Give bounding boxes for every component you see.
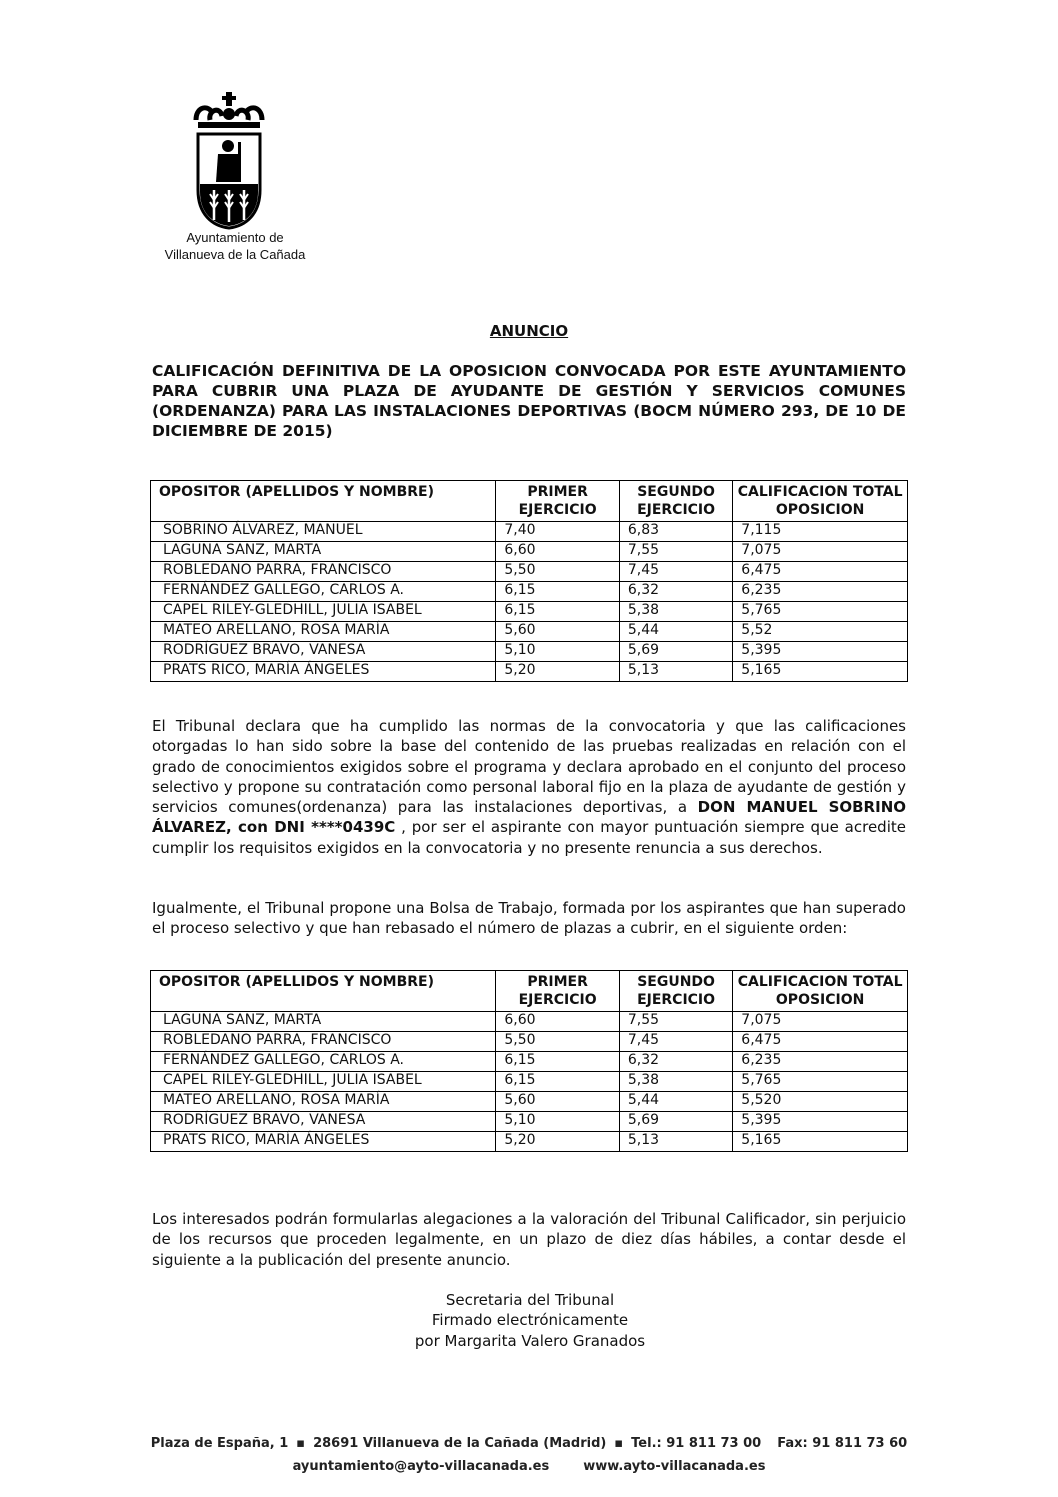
declaration-text: El Tribunal declara que ha cumplido las normas de la convocatoria y que las calificaciones otorgadas lo han sido sobre la base del contenido de las pruebas realizadas en relación con el grado de conocimientos exigidos sobre el programa y declara aprobado en el conjunto del proceso selectivo y propone su contratación como personal laboral fijo en la plaza de ayudante de gestión y servicios comunes(ordenanza) para las instalaciones deportivas, a [152, 717, 906, 817]
segundo-ejercicio-cell: 6,32 [619, 1052, 732, 1072]
table-row [151, 562, 908, 582]
org-name-line2: Villanueva de la Cañada [164, 247, 306, 262]
calificacion-total-cell: 6,235 [733, 582, 908, 602]
opositor-name-cell: FERNÁNDEZ GALLEGO, CARLOS A. [151, 582, 496, 602]
header-primer-ejercicio: PRIMER EJERCICIO [496, 971, 619, 1012]
segundo-ejercicio-cell: 5,38 [619, 1072, 732, 1092]
calificacion-total-cell: 5,52 [733, 622, 908, 642]
footer-contact-line [150, 1436, 908, 1451]
table-row [151, 1132, 908, 1152]
opositor-name-cell: LAGUNA SANZ, MARTA [151, 542, 496, 562]
segundo-ejercicio-cell: 6,83 [619, 522, 732, 542]
opositor-name-cell: ROBLEDANO PARRA, FRANCISCO [151, 1032, 496, 1052]
table-row [151, 662, 908, 682]
opositor-name-cell: PRATS RICO, MARÍA ÁNGELES [151, 662, 496, 682]
primer-ejercicio-cell: 6,15 [496, 582, 619, 602]
coat-of-arms-icon [190, 90, 268, 230]
primer-ejercicio-cell: 5,60 [496, 622, 619, 642]
opositor-name-cell: MATEO ARELLANO, ROSA MARÍA [151, 1092, 496, 1112]
bolsa-trabajo-table [150, 970, 908, 1152]
table-row [151, 1052, 908, 1072]
signature-role: Secretaria del Tribunal [445, 1291, 615, 1309]
alegaciones-paragraph: Los interesados podrán formularlas alegaciones a la valoración del Tribunal Calificador, sin perjuicio de los recursos que proceden legalmente, en un plazo de diez días hábiles, a contar desde el siguiente a la publicación del presente anuncio. [152, 1210, 906, 1269]
opositor-name-cell: LAGUNA SANZ, MARTA [151, 1012, 496, 1032]
primer-ejercicio-cell: 7,40 [496, 522, 619, 542]
primer-ejercicio-cell: 5,10 [496, 642, 619, 662]
table-row [151, 1012, 908, 1032]
calificacion-total-cell: 5,765 [733, 602, 908, 622]
opositor-name-cell: ROBLEDANO PARRA, FRANCISCO [151, 562, 496, 582]
opositor-name-cell: FERNÁNDEZ GALLEGO, CARLOS A. [151, 1052, 496, 1072]
calificacion-total-cell: 5,520 [733, 1092, 908, 1112]
header-calificacion-total: CALIFICACION TOTAL OPOSICION [733, 481, 908, 522]
document-title: ANUNCIO [489, 322, 569, 340]
opositor-name-cell: RODRÍGUEZ BRAVO, VANESA [151, 642, 496, 662]
footer-city: 28691 Villanueva de la Cañada (Madrid) [313, 1436, 607, 1451]
primer-ejercicio-cell: 5,20 [496, 1132, 619, 1152]
opositor-name-cell: SOBRINO ÁLVAREZ, MANUEL [151, 522, 496, 542]
segundo-ejercicio-cell: 5,44 [619, 622, 732, 642]
declaration-text-end: , por ser el aspirante con mayor puntuación siempre que acredite cumplir los requisitos exigidos en la convocatoria y no presente renuncia a sus derechos. [152, 818, 906, 857]
primer-ejercicio-cell: 6,15 [496, 1072, 619, 1092]
header-primer-ejercicio: PRIMER EJERCICIO [496, 481, 619, 522]
table-row [151, 622, 908, 642]
primer-ejercicio-cell: 6,15 [496, 602, 619, 622]
segundo-ejercicio-cell: 7,55 [619, 542, 732, 562]
segundo-ejercicio-cell: 7,45 [619, 562, 732, 582]
results-table [150, 480, 908, 682]
table-row [151, 522, 908, 542]
signature-signer: por Margarita Valero Granados [414, 1331, 646, 1350]
declaration-approved-candidate: DON MANUEL SOBRINO ÁLVAREZ, con DNI ****0439C [152, 798, 906, 837]
calificacion-total-cell: 6,475 [733, 562, 908, 582]
primer-ejercicio-cell: 5,20 [496, 662, 619, 682]
table-header-row [151, 971, 908, 1012]
calificacion-total-cell: 5,165 [733, 1132, 908, 1152]
table-header-row [151, 481, 908, 522]
opositor-name-cell: RODRÍGUEZ BRAVO, VANESA [151, 1112, 496, 1132]
opositor-name-cell: CAPEL RILEY-GLEDHILL, JULIA ISABEL [151, 1072, 496, 1092]
header-opositor: OPOSITOR (APELLIDOS Y NOMBRE) [151, 481, 496, 522]
table-row [151, 602, 908, 622]
footer-address: Plaza de España, 1 [150, 1436, 289, 1451]
bolsa-trabajo-table-body [151, 1012, 908, 1152]
calificacion-total-cell: 7,075 [733, 542, 908, 562]
document-subject: CALIFICACIÓN DEFINITIVA DE LA OPOSICION CONVOCADA POR ESTE AYUNTAMIENTO PARA CUBRIR UNA PLAZA DE AYUDANTE DE GESTIÓN Y SERVICIOS COMUNES (ORDENANZA) PARA LAS INSTALACIONES DEPORTIVAS (BOCM NÚMERO 293, DE 10 DE DICIEMBRE DE 2015) [152, 362, 906, 440]
primer-ejercicio-cell: 6,15 [496, 1052, 619, 1072]
footer-separator: ▪ [296, 1436, 306, 1451]
segundo-ejercicio-cell: 7,55 [619, 1012, 732, 1032]
calificacion-total-cell: 6,235 [733, 1052, 908, 1072]
tribunal-declaration [152, 716, 906, 858]
header-segundo-ejercicio: SEGUNDO EJERCICIO [619, 971, 732, 1012]
table-row [151, 1112, 908, 1132]
org-name-line1: Ayuntamiento de [186, 230, 284, 245]
calificacion-total-cell: 7,075 [733, 1012, 908, 1032]
segundo-ejercicio-cell: 5,69 [619, 642, 732, 662]
footer-website-link[interactable]: www.ayto-villacanada.es [583, 1459, 766, 1474]
calificacion-total-cell: 5,165 [733, 662, 908, 682]
segundo-ejercicio-cell: 5,13 [619, 662, 732, 682]
primer-ejercicio-cell: 5,50 [496, 562, 619, 582]
calificacion-total-cell: 7,115 [733, 522, 908, 542]
segundo-ejercicio-cell: 5,44 [619, 1092, 732, 1112]
header-segundo-ejercicio: SEGUNDO EJERCICIO [619, 481, 732, 522]
segundo-ejercicio-cell: 5,69 [619, 1112, 732, 1132]
footer-fax: Fax: 91 811 73 60 [777, 1436, 908, 1451]
signature-block [380, 1290, 680, 1351]
signature-status: Firmado electrónicamente [431, 1311, 629, 1330]
table-row [151, 1072, 908, 1092]
table-row [151, 642, 908, 662]
results-table-body [151, 522, 908, 682]
segundo-ejercicio-cell: 7,45 [619, 1032, 732, 1052]
opositor-name-cell: MATEO ARELLANO, ROSA MARÍA [151, 622, 496, 642]
primer-ejercicio-cell: 5,60 [496, 1092, 619, 1112]
footer-separator: ▪ [614, 1436, 624, 1451]
segundo-ejercicio-cell: 5,13 [619, 1132, 732, 1152]
table-row [151, 1092, 908, 1112]
bolsa-trabajo-paragraph: Igualmente, el Tribunal propone una Bolsa de Trabajo, formada por los aspirantes que han superado el proceso selectivo y que han rebasado el número de plazas a cubrir, en el siguiente orden: [152, 899, 906, 938]
footer-phone: Tel.: 91 811 73 00 [631, 1436, 762, 1451]
header-calificacion-total: CALIFICACION TOTAL OPOSICION [733, 971, 908, 1012]
table-row [151, 1032, 908, 1052]
primer-ejercicio-cell: 5,50 [496, 1032, 619, 1052]
calificacion-total-cell: 5,765 [733, 1072, 908, 1092]
opositor-name-cell: CAPEL RILEY-GLEDHILL, JULIA ISABEL [151, 602, 496, 622]
calificacion-total-cell: 5,395 [733, 1112, 908, 1132]
primer-ejercicio-cell: 6,60 [496, 1012, 619, 1032]
primer-ejercicio-cell: 5,10 [496, 1112, 619, 1132]
calificacion-total-cell: 6,475 [733, 1032, 908, 1052]
header-opositor: OPOSITOR (APELLIDOS Y NOMBRE) [151, 971, 496, 1012]
table-row [151, 582, 908, 602]
opositor-name-cell: PRATS RICO, MARÍA ÁNGELES [151, 1132, 496, 1152]
table-row [151, 542, 908, 562]
segundo-ejercicio-cell: 5,38 [619, 602, 732, 622]
segundo-ejercicio-cell: 6,32 [619, 582, 732, 602]
footer-email-link[interactable]: ayuntamiento@ayto-villacanada.es [292, 1459, 550, 1474]
footer-web-line [150, 1459, 908, 1474]
primer-ejercicio-cell: 6,60 [496, 542, 619, 562]
calificacion-total-cell: 5,395 [733, 642, 908, 662]
